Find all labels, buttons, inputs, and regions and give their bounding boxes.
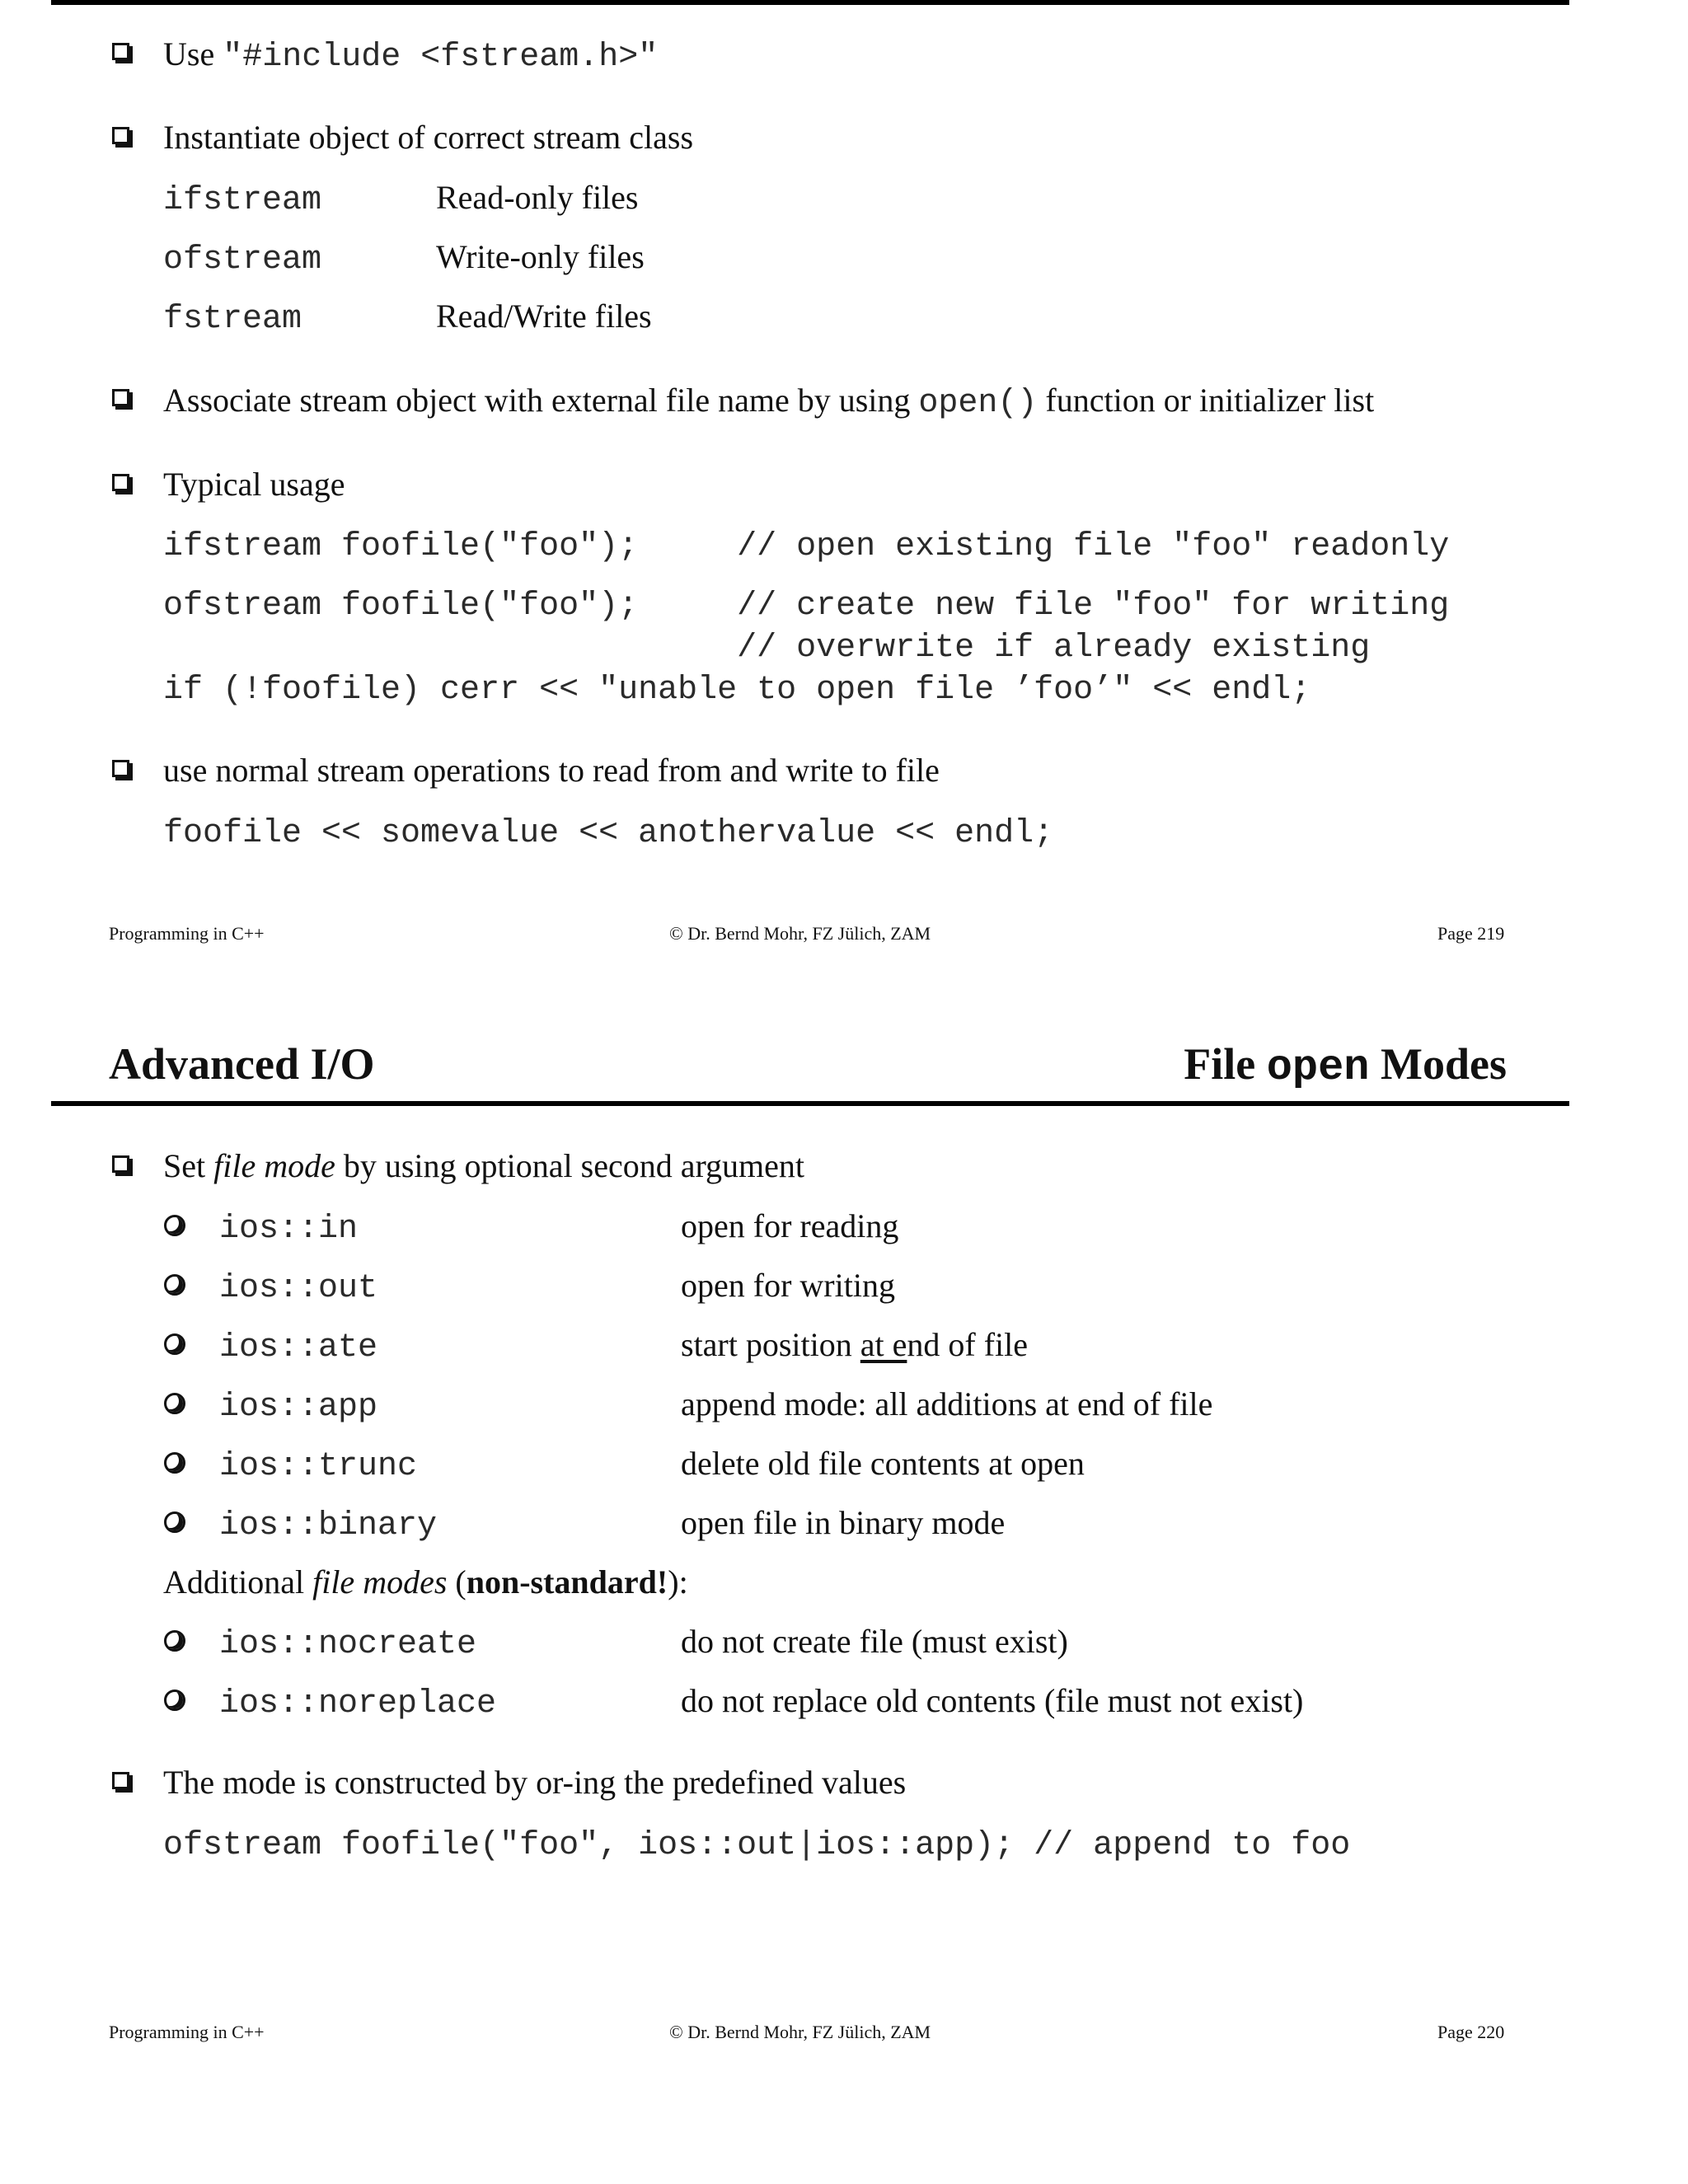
associate-line [163,384,1374,420]
class-desc: Write-only files [436,238,645,275]
associate-after: function or initializer list [1037,382,1375,419]
additional-italic: file modes [312,1563,448,1601]
class-desc: Read/Write files [436,298,652,335]
top-rule [51,0,1569,5]
mode-code: ios::in [219,1211,359,1248]
mode-code: ios::nocreate [219,1626,477,1663]
mode-code: ios::noreplace [219,1685,497,1722]
circle-bullet-icon [164,1511,185,1533]
circle-bullet-icon [164,1333,185,1355]
mode-code: ios::out [219,1270,378,1307]
additional-middle: ( [447,1563,467,1601]
class-code: ifstream [163,182,322,219]
code-line: // overwrite if already existing [163,630,1371,667]
code-line: if (!foofile) cerr << "unable to open file ’foo’" << endl; [163,672,1311,709]
section-title-code: open [1266,1043,1370,1092]
mode-code: ios::ate [219,1329,378,1366]
bullet-box-icon [112,43,129,60]
additional-bold: non-standard! [466,1563,668,1601]
mode-desc-underline: at e [860,1326,907,1363]
set-mode-before: Set [163,1147,214,1184]
code-line: ofstream foofile("foo"); // create new file "foo" for writing [163,588,1450,625]
section-title-after: Modes [1369,1039,1507,1089]
circle-bullet-icon [164,1630,185,1652]
mode-desc-before: start position [681,1326,860,1363]
mode-desc: append mode: all additions at end of file [681,1385,1213,1422]
footer-left: Programming in C++ [109,2022,265,2042]
mode-desc: open file in binary mode [681,1504,1006,1541]
oring-code: ofstream foofile("foo", ios::out|ios::app); // append to foo [163,1827,1351,1864]
additional-line [163,1563,688,1601]
section-title [1184,1039,1507,1092]
section-title-before: File [1184,1039,1267,1089]
mode-desc: open for reading [681,1207,899,1244]
set-mode-after: by using optional second argument [335,1147,805,1184]
bullet-box-icon [112,1772,129,1789]
mode-desc: delete old file contents at open [681,1445,1085,1482]
heading-rule [51,1101,1569,1106]
class-code: ofstream [163,241,322,279]
normal-code: foofile << somevalue << anothervalue << endl; [163,815,1054,852]
circle-bullet-icon [164,1215,185,1236]
bullet-box-icon [112,389,129,406]
circle-bullet-icon [164,1393,185,1414]
additional-before: Additional [163,1563,313,1601]
class-code: fstream [163,301,302,338]
footer-center: © Dr. Bernd Mohr, FZ Jülich, ZAM [669,923,931,944]
typical-text: Typical usage [163,466,345,503]
bullet-box-icon [112,474,129,491]
mode-code: ios::app [219,1389,378,1426]
footer-right: Page 219 [1437,923,1505,944]
instantiate-text: Instantiate object of correct stream class [163,119,694,156]
circle-bullet-icon [164,1690,185,1711]
include-line [163,35,659,76]
additional-after: ): [668,1563,688,1601]
mode-desc [681,1326,1029,1363]
mode-code: ios::binary [219,1507,438,1544]
include-code: "#include <fstream.h>" [223,39,659,76]
class-desc: Read-only files [436,179,639,216]
set-mode-line [163,1147,805,1184]
associate-before: Associate stream object with external file name by using [163,382,919,419]
footer-right: Page 220 [1437,2022,1505,2042]
circle-bullet-icon [164,1452,185,1474]
bullet-box-icon [112,127,129,144]
page-title: Advanced I/O [109,1039,375,1089]
code-line: ifstream foofile("foo"); // open existing file "foo" readonly [163,528,1450,565]
mode-desc: do not replace old contents (file must not exist) [681,1682,1304,1719]
footer-left: Programming in C++ [109,923,265,944]
circle-bullet-icon [164,1274,185,1296]
bullet-box-icon [112,1155,129,1173]
include-prefix: Use [163,35,223,73]
oring-text: The mode is constructed by or-ing the predefined values [163,1764,907,1801]
mode-desc-after: nd of file [907,1326,1029,1363]
mode-desc: do not create file (must exist) [681,1623,1068,1660]
bullet-box-icon [112,760,129,777]
associate-code: open() [918,385,1038,422]
mode-code: ios::trunc [219,1448,418,1485]
set-mode-italic: file mode [213,1147,335,1184]
mode-desc: open for writing [681,1267,895,1304]
normal-text: use normal stream operations to read from and write to file [163,752,940,789]
footer-center: © Dr. Bernd Mohr, FZ Jülich, ZAM [669,2022,931,2042]
